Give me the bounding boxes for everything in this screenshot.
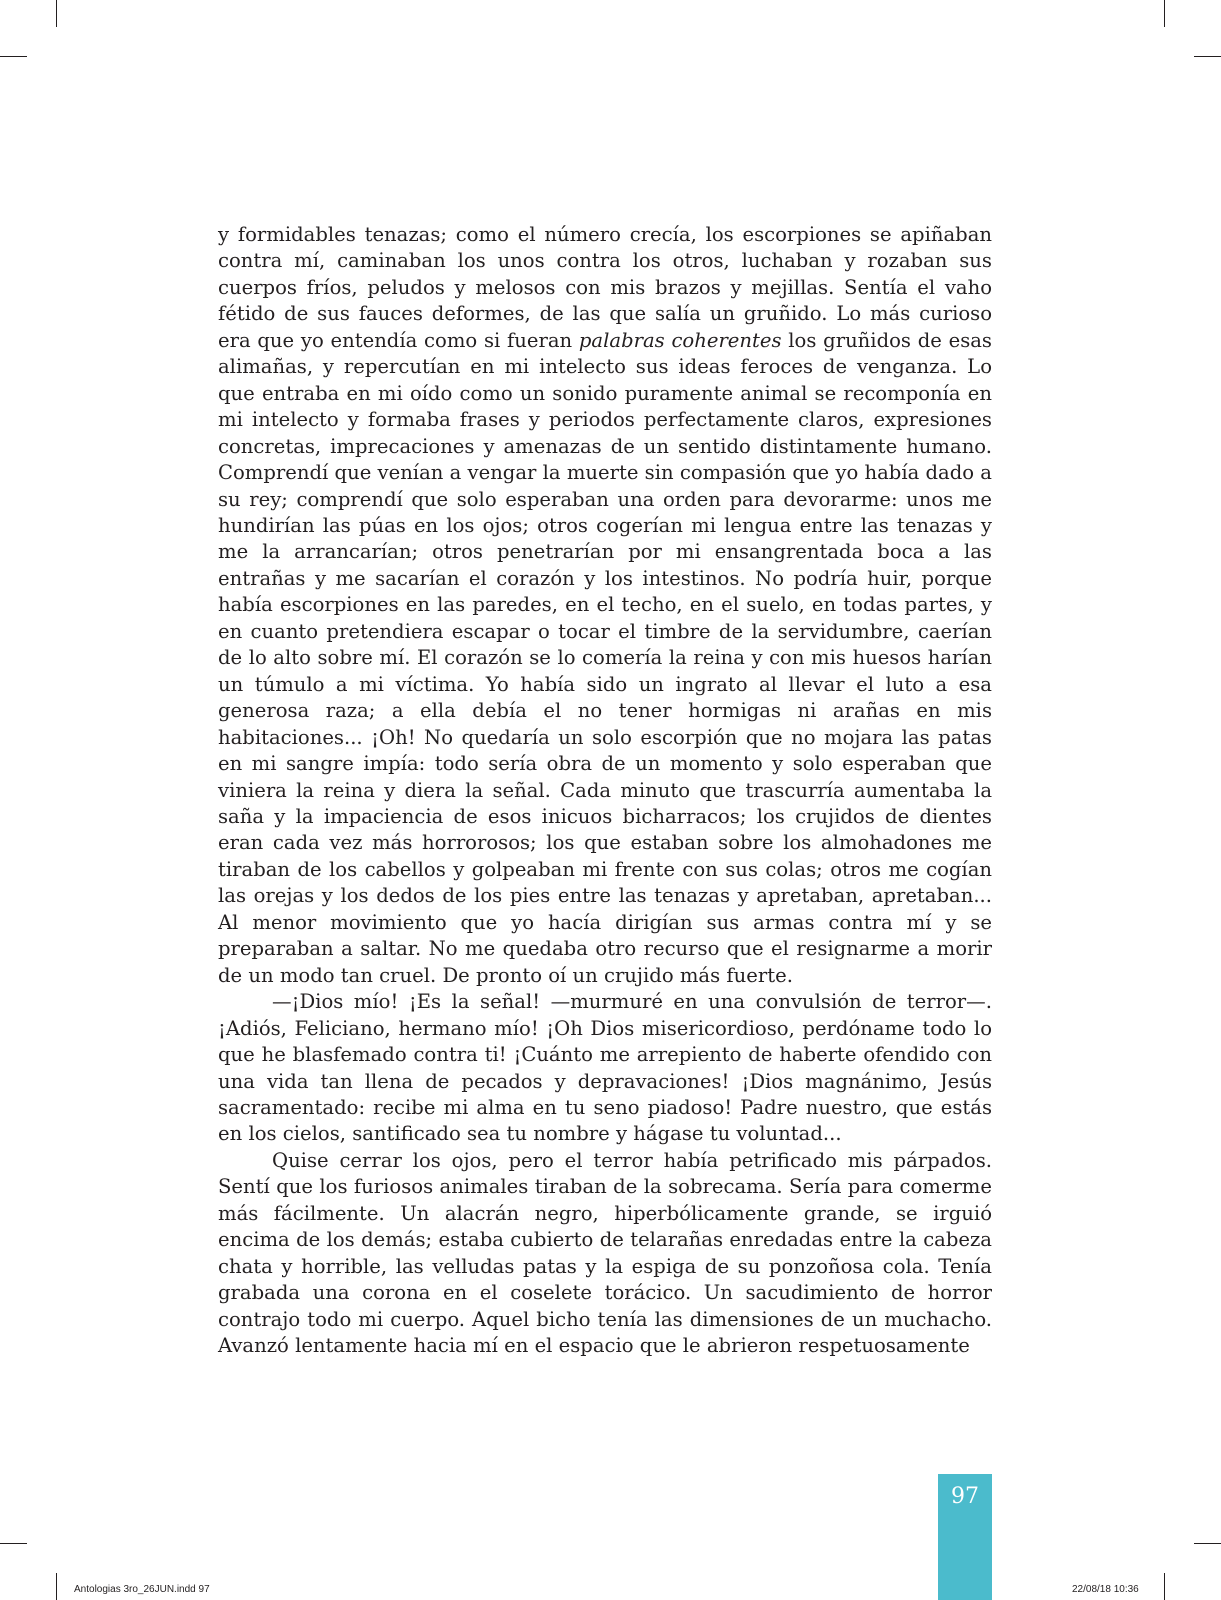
paragraph-2: —¡Dios mío! ¡Es la señal! —murmuré en una convulsión de terror—. ¡Adiós, Feliciano, hermano mío! ¡Oh Dios misericordioso, perdóname todo lo que he blasfemado contra ti! ¡Cuánto me arrepiento de haberte ofendido con una vida tan llena de pecados y depravaciones! ¡Dios magnánimo, Jesús sacramentado: recibe mi alma en tu seno piadoso! Padre nuestro, que estás en los cielos, santificado sea tu nombre y hágase tu voluntad... — [218, 990, 992, 1146]
paragraph-3: Quise cerrar los ojos, pero el terror había petrificado mis párpados. Sentí que los furiosos animales tiraban de la sobrecama. Sería para comerme más fácilmente. Un alacrán negro, hiperbólicamente grande, se irguió encima de los demás; estaba cubierto de telarañas enredadas entre la cabeza chata y horrible, las velludas patas y la espiga de su ponzoñosa cola. Tenía grabada una corona en el coselete torácico. Un sacudimiento de horror contrajo todo mi cuerpo. Aquel bicho tenía las dimensiones de un muchacho. Avanzó lentamente hacia mí en el espacio que le abrieron respetuosamente — [218, 1148, 992, 1358]
paragraph-1-part-a: y formidables tenazas; como el número crecía, los escorpiones se apiñaban contra mí, caminaban los unos contra los otros, luchaban y rozaban sus cuerpos fríos, peludos y melosos con mis brazos y mejillas. Sentía el vaho fétido de sus fauces deformes, de las que salía un gruñido. Lo más curioso era que yo entendía como si fueran — [218, 223, 992, 352]
crop-mark-top-right-h — [1194, 56, 1221, 57]
crop-mark-bottom-right-h — [1194, 1543, 1221, 1544]
crop-mark-top-left-h — [0, 56, 27, 57]
paragraph-1-emphasis: palabras coherentes — [578, 328, 782, 352]
crop-mark-bottom-left-v — [56, 1573, 57, 1600]
crop-mark-bottom-right-v — [1164, 1573, 1165, 1600]
slug-date: 22/08/18 10:36 — [1072, 1584, 1139, 1595]
page-number-tab — [938, 1474, 992, 1600]
paragraph-1-part-b: los gruñidos de esas alimañas, y repercutían en mi intelecto sus ideas feroces de venganza. Lo que entraba en mi oído como un sonido puramente animal se recomponía en mi intelecto y formaba frases y periodos perfectamente claros, expresiones concretas, imprecaciones y amenazas de un sentido distintamente humano. Comprendí que venían a vengar la muerte sin compasión que yo había dado a su rey; comprendí que solo esperaban una orden para devorarme: unos me hundirían las púas en los ojos; otros cogerían mi lengua entre las tenazas y me la arrancarían; otros penetrarían por mi ensangrentada boca a las entrañas y me sacarían el corazón y los intestinos. No podría huir, porque había escorpiones en las paredes, en el techo, en el suelo, en todas partes, y en cuanto pretendiera escapar o tocar el timbre de la servidumbre, caerían de lo alto sobre mí. El corazón se lo comería la reina y con mis huesos harían un túmulo a mi víctima. Yo había sido un ingrato al llevar el luto a esa generosa raza; a ella debía el no tener hormigas ni arañas en mis habitaciones... ¡Oh! No quedaría un solo escorpión que no mojara las patas en mi sangre impía: todo sería obra de un momento y solo esperaban que viniera la reina y diera la señal. Cada minuto que trascurría aumentaba la saña y la impaciencia de esos inicuos bicharracos; los crujidos de dientes eran cada vez más horrorosos; los que estaban sobre los almohadones me tiraban de los cabellos y golpeaban mi frente con sus colas; otros me cogían las orejas y los dedos de los pies entre las tenazas y apretaban, apretaban... Al menor movimiento que yo hacía dirigían sus armas contra mí y se preparaban a saltar. No me quedaba otro recurso que el resignarme a morir de un modo tan cruel. De pronto oí un crujido más fuerte. — [218, 328, 992, 987]
slug-filename: Antologias 3ro_26JUN.indd 97 — [74, 1584, 210, 1595]
crop-mark-bottom-left-h — [0, 1543, 27, 1544]
paragraph-1 — [218, 222, 992, 989]
crop-mark-top-right-v — [1164, 0, 1165, 27]
crop-mark-top-left-v — [56, 0, 57, 27]
page-number: 97 — [951, 1484, 979, 1509]
body-text — [218, 222, 992, 1359]
